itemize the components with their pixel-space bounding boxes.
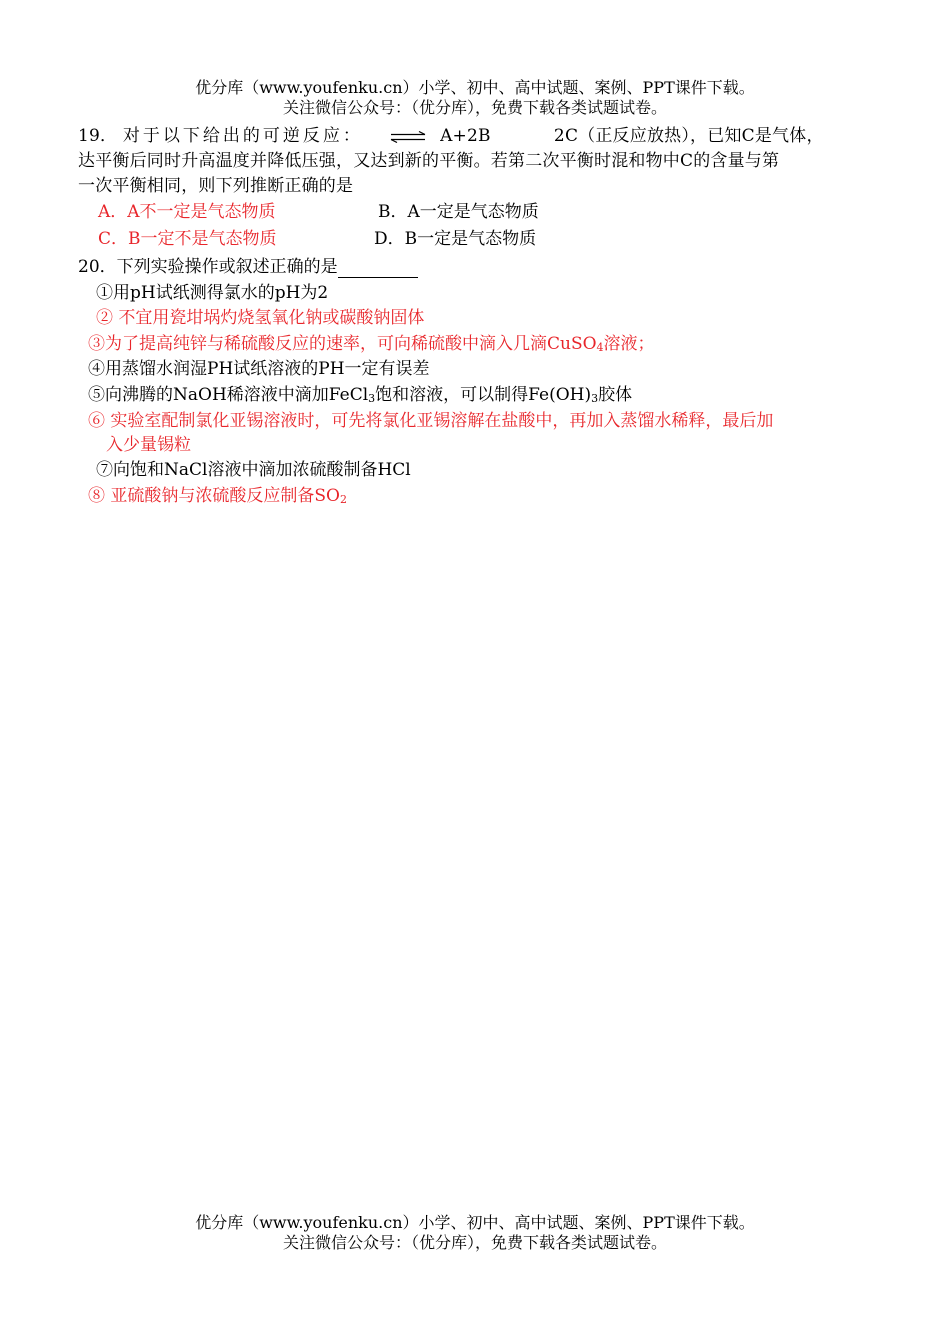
q20-item-3-tail: 溶液； [603, 334, 655, 354]
equilibrium-arrows-icon [390, 131, 426, 143]
q20-item-5 [88, 384, 632, 406]
q19-option-b: B．A一定是气态物质 [378, 202, 539, 222]
q20-item-6-line-1: ⑥ 实验室配制氯化亚锡溶液时，可先将氯化亚锡溶解在盐酸中，再加入蒸馏水稀释，最后加 [88, 411, 774, 431]
q20-item-5-tail: 胶体 [598, 385, 633, 405]
q20-item-2: ② 不宜用瓷坩埚灼烧氢氧化钠或碳酸钠固体 [96, 308, 425, 328]
q19-products: 2C（正反应放热），已知C是气体， [553, 126, 824, 146]
header-line-2: 关注微信公众号：（优分库），免费下载各类试题试卷。 [282, 98, 667, 117]
q19-reactants: A+2B [440, 126, 491, 146]
q19-option-a: A．A不一定是气态物质 [98, 202, 276, 222]
q19-line-3: 一次平衡相同，则下列推断正确的是 [78, 176, 354, 196]
header-line-1: 优分库（www.youfenku.cn）小学、初中、高中试题、案例、PPT课件下载。 [195, 78, 755, 97]
q20-item-8 [88, 485, 347, 507]
q20-item-6-line-2: 入少量锡粒 [106, 435, 191, 455]
q19-number: 19． [78, 126, 118, 146]
q20-item-5-text: ⑤向沸腾的NaOH稀溶液中滴加FeCl [88, 385, 369, 405]
q20-item-3-subscript: 4 [596, 341, 604, 354]
q19-option-c: C．B一定不是气态物质 [98, 229, 277, 249]
q20-item-7: ⑦向饱和NaCl溶液中滴加浓硫酸制备HCl [96, 460, 411, 480]
q20-item-1: ①用pH试纸测得氯水的pH为2 [96, 283, 329, 303]
q20-item-4: ④用蒸馏水润湿PH试纸溶液的PH一定有误差 [88, 359, 430, 379]
q20-item-5-subscript-1: 3 [368, 392, 376, 405]
q19-line-1 [78, 125, 872, 147]
q20-stem: 20．下列实验操作或叙述正确的是 [78, 257, 338, 277]
q19-option-d: D．B一定是气态物质 [374, 229, 537, 249]
footer-line-2: 关注微信公众号：（优分库），免费下载各类试题试卷。 [282, 1233, 667, 1252]
q20-item-3 [88, 333, 655, 355]
footer-line-1: 优分库（www.youfenku.cn）小学、初中、高中试题、案例、PPT课件下载。 [195, 1213, 755, 1232]
q19-line-2: 达平衡后同时升高温度并降低压强，又达到新的平衡。若第二次平衡时混和物中C的含量与第 [78, 151, 780, 171]
q20-item-3-text: ③为了提高纯锌与稀硫酸反应的速率，可向稀硫酸中滴入几滴CuSO [88, 334, 597, 354]
answer-blank [338, 259, 418, 278]
q20-stem-line [78, 256, 418, 278]
q20-item-8-subscript: 2 [340, 493, 347, 506]
q19-lead: 对于以下给出的可逆反应： [122, 126, 363, 146]
q20-item-5-mid: 饱和溶液，可以制得Fe(OH) [375, 385, 592, 405]
q20-item-5-subscript-2: 3 [591, 392, 599, 405]
q20-item-8-text: ⑧ 亚硫酸钠与浓硫酸反应制备SO [88, 486, 340, 506]
